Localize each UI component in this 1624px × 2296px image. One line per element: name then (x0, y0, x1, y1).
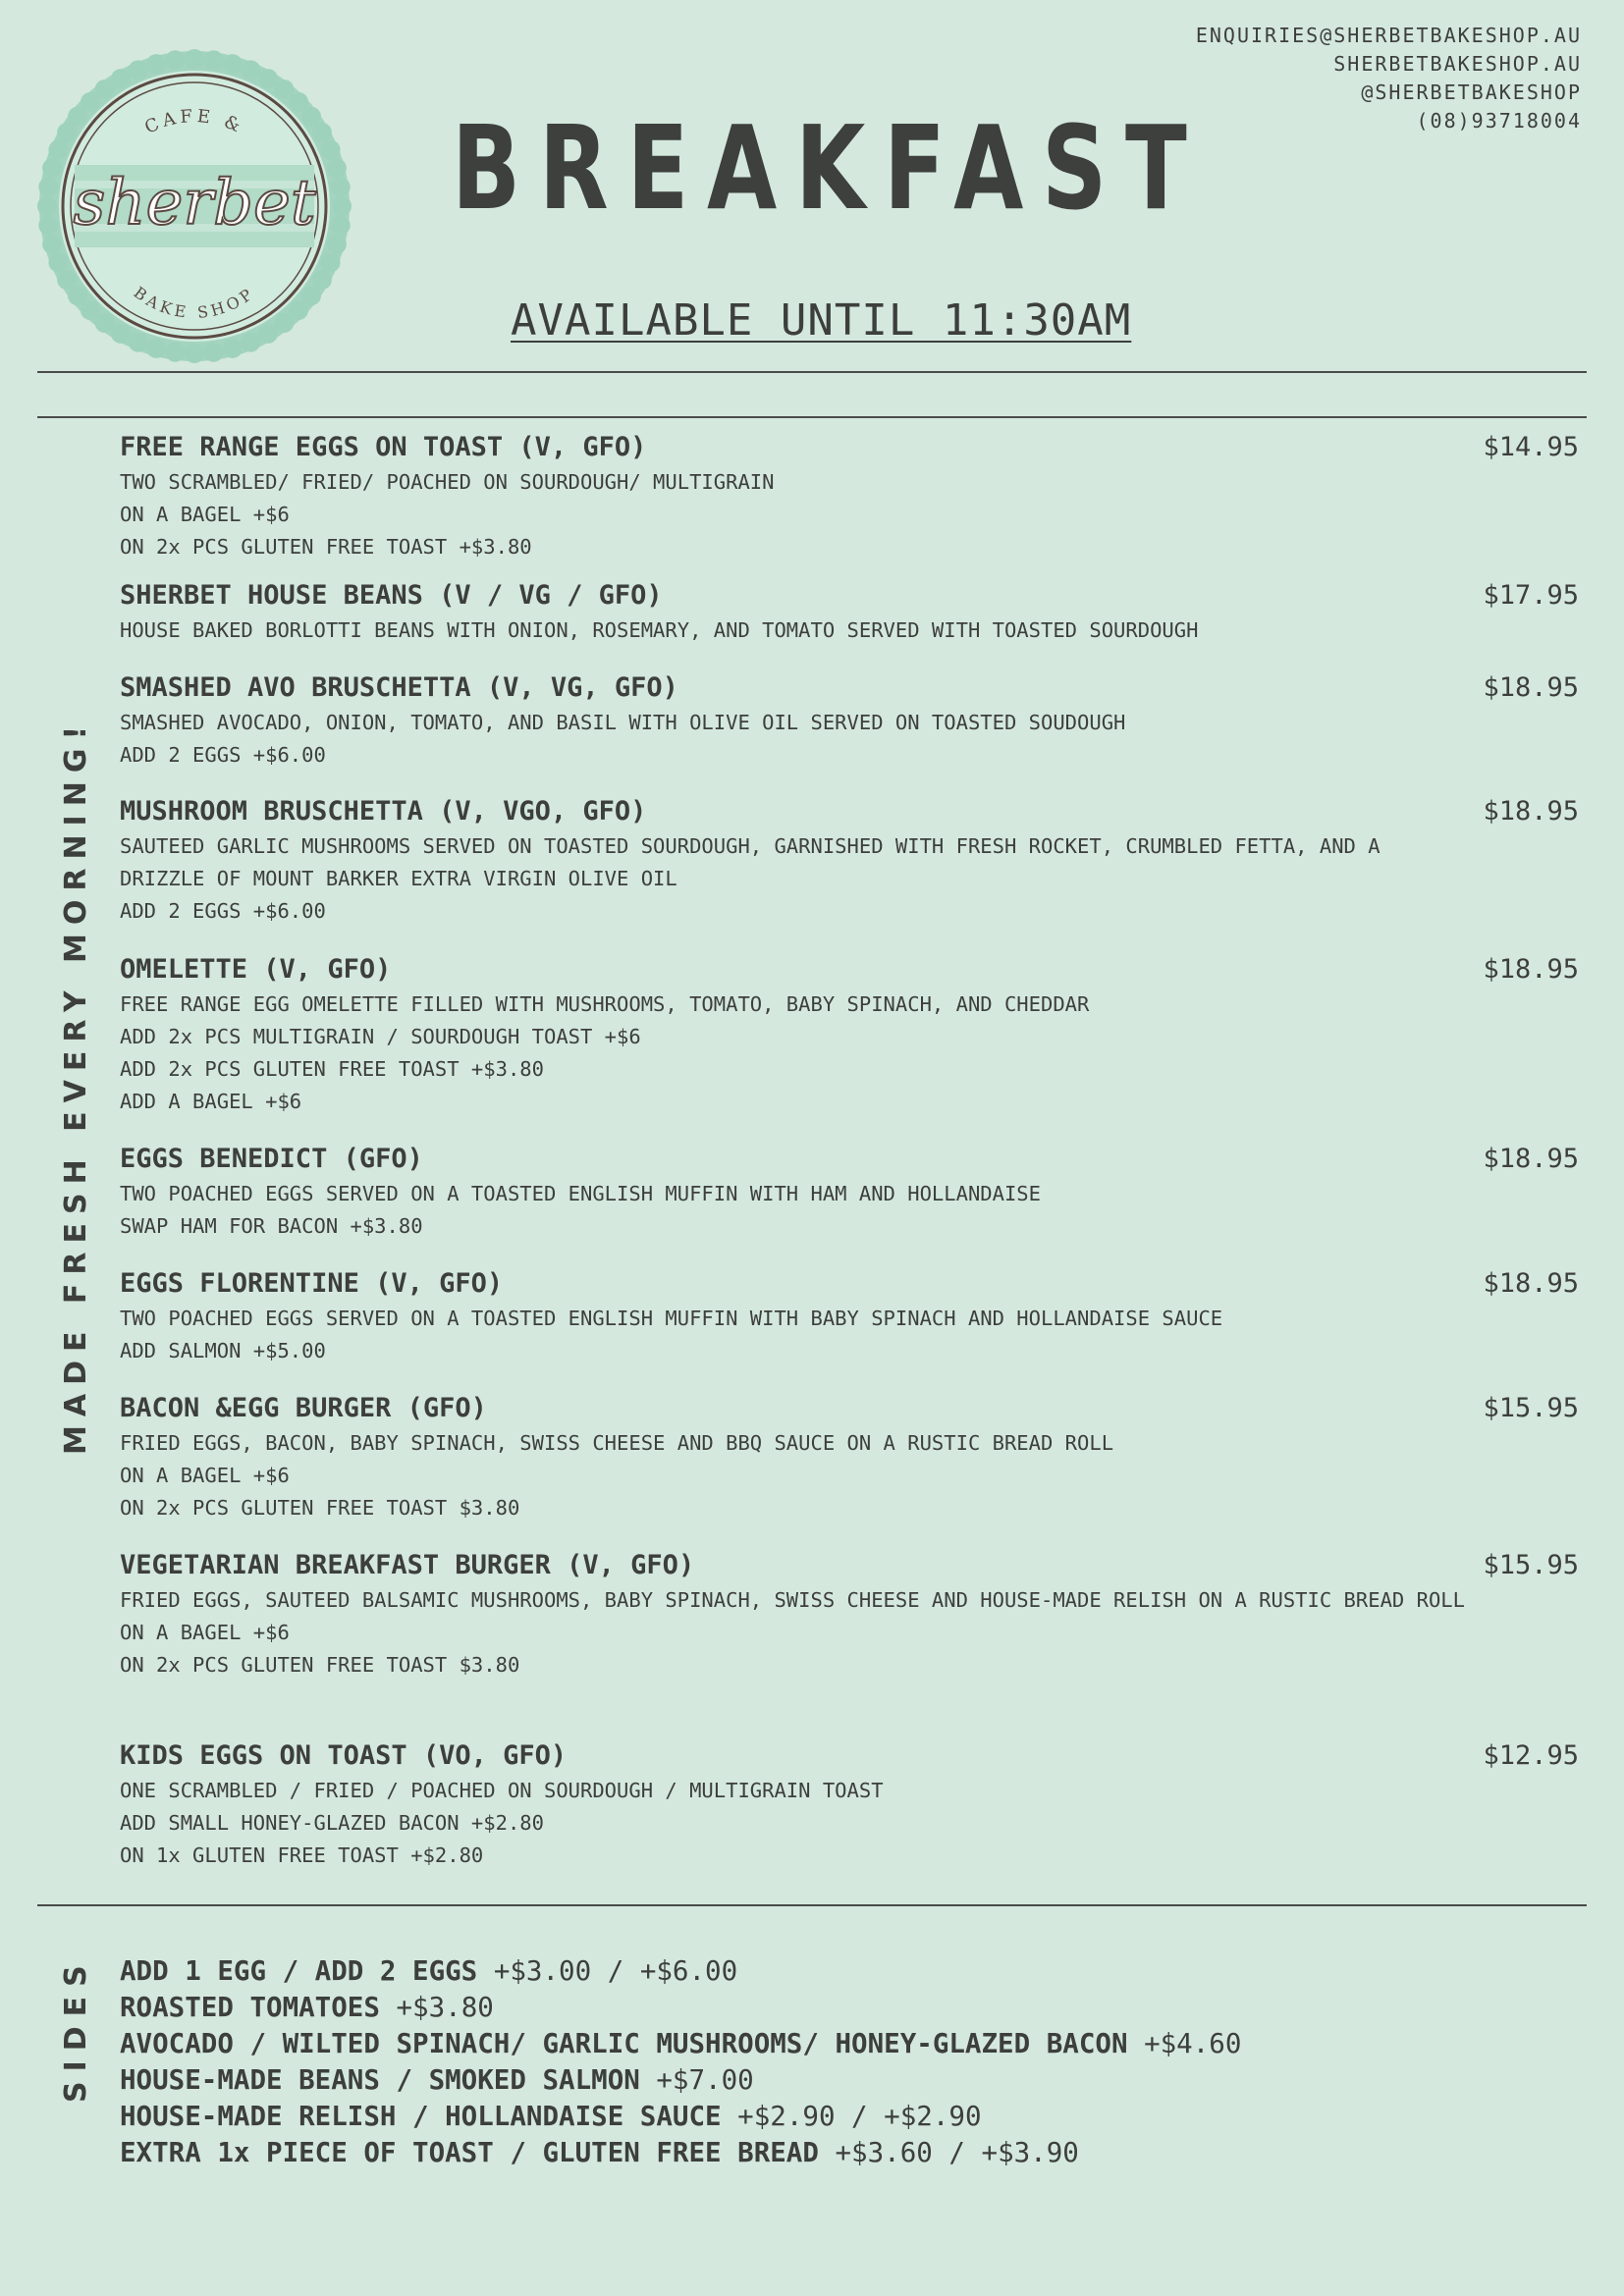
logo-scallop (42, 235, 62, 254)
logo-scallop (111, 69, 131, 88)
side-item-name: ADD 1 EGG / ADD 2 EGGS (120, 1955, 478, 1987)
menu-item-detail-line: ONE SCRAMBLED / FRIED / POACHED ON SOURDOUGH / MULTIGRAIN TOAST (120, 1779, 884, 1802)
menu-item-name: EGGS BENEDICT (GFO) (120, 1144, 423, 1174)
logo-scallop (241, 60, 260, 80)
side-item-price: +$3.00 / +$6.00 (493, 1955, 738, 1987)
menu-item-price: $17.95 (1483, 580, 1579, 611)
logo-scallop (165, 50, 185, 70)
menu-item-description (120, 1775, 1465, 1872)
side-item (120, 2099, 1241, 2135)
logo-scallop (204, 50, 224, 70)
sherbet-logo (37, 49, 352, 363)
logo-scallop (312, 123, 332, 142)
logo-scallop (146, 54, 166, 74)
menu-item-price: $18.95 (1483, 1268, 1579, 1299)
website-link[interactable]: SHERBETBAKESHOP.AU (1333, 52, 1582, 76)
side-item-name: AVOCADO / WILTED SPINACH/ GARLIC MUSHROOMS/ HONEY-GLAZED BACON (120, 2028, 1128, 2059)
side-item-name: ROASTED TOMATOES (120, 1992, 380, 2023)
phone-number[interactable]: (08)93718004 (1416, 109, 1582, 133)
menu-item-detail-line: ON A BAGEL +$6 (120, 503, 290, 526)
made-fresh-label: MADE FRESH EVERY MORNING! (59, 717, 93, 1455)
menu-item-name: SMASHED AVO BRUSCHETTA (V, VG, GFO) (120, 672, 678, 703)
menu-item (120, 674, 1583, 772)
logo-scallop (38, 177, 58, 196)
social-handle[interactable]: @SHERBETBAKESHOP (1361, 80, 1582, 104)
menu-item-name: FREE RANGE EGGS ON TOAST (V, GFO) (120, 432, 647, 462)
menu-item-description (120, 1427, 1465, 1524)
menu-item-detail-line: ADD 2 EGGS +$6.00 (120, 743, 326, 767)
menu-item-detail-line: FREE RANGE EGG OMELETTE FILLED WITH MUSHROOMS, TOMATO, BABY SPINACH, AND CHEDDAR (120, 992, 1090, 1016)
logo-scallop (48, 252, 68, 272)
divider-top (37, 371, 1587, 373)
side-item-name: EXTRA 1x PIECE OF TOAST / GLUTEN FREE BREAD (120, 2137, 819, 2168)
logo-scallop (327, 235, 347, 254)
logo-scallop (165, 343, 185, 362)
side-item (120, 1990, 1241, 2026)
logo-scallop (258, 324, 278, 344)
menu-item-detail-line: ADD SMALL HONEY-GLAZED BACON +$2.80 (120, 1811, 544, 1835)
email-link[interactable]: ENQUIRIES@SHERBETBAKESHOP.AU (1195, 24, 1582, 47)
side-item-name: HOUSE-MADE BEANS / SMOKED SALMON (120, 2064, 640, 2096)
menu-item-description (120, 1584, 1465, 1682)
logo-scallop (321, 252, 341, 272)
menu-item-description (120, 1178, 1465, 1243)
logo-scallop (312, 270, 332, 290)
logo-scallop (129, 333, 148, 352)
side-item-price: +$7.00 (656, 2064, 754, 2096)
menu-item-detail-line: ADD SALMON +$5.00 (120, 1339, 326, 1362)
menu-item-detail-line: FRIED EGGS, BACON, BABY SPINACH, SWISS CHEESE AND BBQ SAUCE ON A RUSTIC BREAD ROLL (120, 1431, 1114, 1455)
menu-item-name: VEGETARIAN BREAKFAST BURGER (V, GFO) (120, 1550, 695, 1580)
contact-info (1196, 22, 1582, 135)
side-item (120, 2026, 1241, 2062)
menu-item (120, 1395, 1583, 1524)
side-item-price: +$2.90 / +$2.90 (737, 2101, 982, 2132)
logo-scallop (68, 286, 87, 305)
menu-item-price: $15.95 (1483, 1393, 1579, 1423)
logo-scallop (185, 344, 204, 363)
menu-item-detail-line: SAUTEED GARLIC MUSHROOMS SERVED ON TOASTED SOURDOUGH, GARNISHED WITH FRESH ROCKET, CRUMBLED FETTA, AND A DRIZZLE OF MOUNT BARKER EXTRA VIRGIN OLIVE OIL (120, 834, 1380, 890)
side-item (120, 2135, 1241, 2171)
menu-item (120, 582, 1583, 647)
side-item-name: HOUSE-MADE RELISH / HOLLANDAISE SAUCE (120, 2101, 722, 2132)
logo-scallop (258, 69, 278, 88)
logo-scallop (204, 343, 224, 362)
menu-item-detail-line: TWO POACHED EGGS SERVED ON A TOASTED ENGLISH MUFFIN WITH HAM AND HOLLANDAISE (120, 1182, 1041, 1205)
menu-item (120, 956, 1583, 1118)
menu-item-detail-line: SMASHED AVOCADO, ONION, TOMATO, AND BASIL WITH OLIVE OIL SERVED ON TOASTED SOUDOUGH (120, 711, 1126, 734)
menu-item-price: $14.95 (1483, 432, 1579, 462)
menu-item-description (120, 614, 1465, 647)
menu-item-name: BACON &EGG BURGER (GFO) (120, 1393, 487, 1423)
menu-item (120, 1270, 1583, 1367)
menu-item-description (120, 707, 1465, 772)
side-item-price: +$3.60 / +$3.90 (835, 2137, 1079, 2168)
menu-item-detail-line: SWAP HAM FOR BACON +$3.80 (120, 1214, 423, 1238)
menu-item (120, 1552, 1583, 1682)
menu-item-description (120, 466, 1465, 563)
menu-item-detail-line: ON A BAGEL +$6 (120, 1464, 290, 1487)
divider-sides (37, 1904, 1587, 1906)
side-item-price: +$4.60 (1144, 2028, 1242, 2059)
menu-item (120, 1146, 1583, 1243)
menu-item-detail-line: ADD 2 EGGS +$6.00 (120, 899, 326, 923)
logo-top-text: CAFE & (141, 105, 247, 138)
side-item (120, 1953, 1241, 1990)
menu-item-detail-line: ADD 2x PCS GLUTEN FREE TOAST +$3.80 (120, 1057, 544, 1081)
menu-item-name: MUSHROOM BRUSCHETTA (V, VGO, GFO) (120, 796, 647, 827)
logo-scallop (111, 324, 131, 344)
sides-label: SIDES (59, 1955, 93, 2103)
menu-item-detail-line: TWO POACHED EGGS SERVED ON A TOASTED ENGLISH MUFFIN WITH BABY SPINACH AND HOLLANDAISE SAUCE (120, 1307, 1223, 1330)
menu-item-description (120, 1303, 1465, 1367)
menu-item-description (120, 830, 1465, 928)
menu-item (120, 434, 1583, 563)
logo-scallop (57, 270, 77, 290)
logo-scallop (95, 80, 115, 99)
menu-item-price: $15.95 (1483, 1550, 1579, 1580)
logo-scallop (274, 313, 294, 333)
menu-item-price: $18.95 (1483, 796, 1579, 827)
divider-menu-start (37, 416, 1587, 418)
logo-scallop (223, 54, 243, 74)
logo-scallop (241, 333, 260, 352)
menu-item-detail-line: ADD A BAGEL +$6 (120, 1090, 302, 1113)
logo-scallop (331, 216, 351, 236)
menu-item-name: EGGS FLORENTINE (V, GFO) (120, 1268, 504, 1299)
side-item-price: +$3.80 (396, 1992, 494, 2023)
menu-item-price: $18.95 (1483, 1144, 1579, 1174)
menu-item-price: $12.95 (1483, 1740, 1579, 1771)
menu-item-description (120, 988, 1465, 1118)
menu-item-detail-line: ON 1x GLUTEN FREE TOAST +$2.80 (120, 1843, 484, 1867)
logo-scallop (37, 196, 57, 216)
logo-scallop (327, 158, 347, 178)
logo-bottom-text: BAKE SHOP (130, 283, 259, 322)
menu-item-detail-line: ON 2x PCS GLUTEN FREE TOAST $3.80 (120, 1653, 520, 1677)
menu-item-detail-line: ON A BAGEL +$6 (120, 1621, 290, 1644)
menu-item-price: $18.95 (1483, 672, 1579, 703)
page-title: BREAKFAST (452, 100, 1206, 236)
menu-item-detail-line: FRIED EGGS, SAUTEED BALSAMIC MUSHROOMS, BABY SPINACH, SWISS CHEESE AND HOUSE-MADE RELISH ON A RUSTIC BREAD ROLL (120, 1588, 1465, 1612)
logo-scallop (223, 339, 243, 358)
logo-scallop (129, 60, 148, 80)
logo-scallop (146, 339, 166, 358)
logo-scallop (42, 158, 62, 178)
sides-list (120, 1953, 1241, 2171)
logo-scallop (301, 107, 321, 127)
menu-item-detail-line: ON 2x PCS GLUTEN FREE TOAST +$3.80 (120, 535, 532, 559)
availability-subtitle: AVAILABLE UNTIL 11:30AM (511, 295, 1132, 346)
logo-scallop (332, 196, 352, 216)
menu-item-name: KIDS EGGS ON TOAST (VO, GFO) (120, 1740, 568, 1771)
logo-scallop (38, 216, 58, 236)
menu-item-detail-line: HOUSE BAKED BORLOTTI BEANS WITH ONION, ROSEMARY, AND TOMATO SERVED WITH TOASTED SOURDOUGH (120, 618, 1199, 642)
menu-item-detail-line: ADD 2x PCS MULTIGRAIN / SOURDOUGH TOAST +$6 (120, 1025, 641, 1048)
side-item (120, 2062, 1241, 2099)
menu-item-detail-line: TWO SCRAMBLED/ FRIED/ POACHED ON SOURDOUGH/ MULTIGRAIN (120, 470, 775, 494)
logo-scallop (321, 140, 341, 160)
logo-scallop (185, 49, 204, 69)
menu-item-name: SHERBET HOUSE BEANS (V / VG / GFO) (120, 580, 663, 611)
logo-brand: sherbet (73, 167, 316, 240)
logo-scallop (48, 140, 68, 160)
menu-item-price: $18.95 (1483, 954, 1579, 985)
logo-scallop (331, 177, 351, 196)
menu-item (120, 1742, 1583, 1872)
menu-item-detail-line: ON 2x PCS GLUTEN FREE TOAST $3.80 (120, 1496, 520, 1520)
menu-item-name: OMELETTE (V, GFO) (120, 954, 392, 985)
logo-scallop (57, 123, 77, 142)
menu-item (120, 798, 1583, 928)
